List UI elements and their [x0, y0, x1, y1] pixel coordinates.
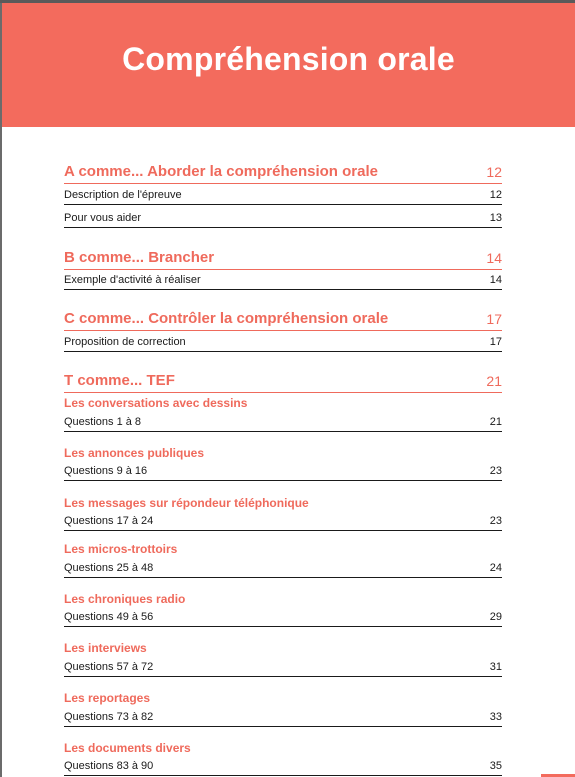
- toc-entry[interactable]: [64, 705, 502, 727]
- toc-subsection-heading[interactable]: Les documents divers: [64, 741, 191, 755]
- toc-entry-page: 21: [489, 416, 502, 428]
- toc-section-a[interactable]: [64, 158, 502, 184]
- toc-entry-page: 14: [489, 274, 502, 286]
- toc-entry-label: Questions 9 à 16: [64, 465, 148, 477]
- toc-subsection-heading[interactable]: Les micros-trottoirs: [64, 542, 178, 556]
- toc-section-page: 17: [486, 311, 502, 327]
- toc-section-t[interactable]: [64, 367, 502, 393]
- toc-entry-page: 23: [489, 465, 502, 477]
- toc-subsection-heading[interactable]: Les chroniques radio: [64, 592, 186, 606]
- toc-entry[interactable]: [64, 509, 502, 531]
- toc-entry-label: Questions 49 à 56: [64, 611, 154, 623]
- toc-section-label: A comme... Aborder la compréhension orale: [64, 163, 378, 180]
- toc-section-c[interactable]: [64, 305, 502, 331]
- toc-entry[interactable]: [64, 556, 502, 578]
- toc-entry[interactable]: [64, 206, 502, 228]
- toc-entry-page: 29: [489, 611, 502, 623]
- toc-entry-label: Questions 57 à 72: [64, 661, 154, 673]
- toc-entry-label: Questions 73 à 82: [64, 711, 154, 723]
- toc-entry[interactable]: [64, 754, 502, 776]
- toc-entry[interactable]: [64, 655, 502, 677]
- page-title: Compréhension orale: [122, 40, 455, 77]
- toc-subsection-heading[interactable]: Les annonces publiques: [64, 446, 205, 460]
- toc-section-page: 12: [486, 164, 502, 180]
- toc-entry-page: 17: [489, 336, 502, 348]
- toc-entry[interactable]: [64, 268, 502, 290]
- toc-entry-label: Questions 17 à 24: [64, 515, 154, 527]
- toc-entry-label: Description de l'épreuve: [64, 189, 182, 201]
- toc-entry[interactable]: [64, 183, 502, 205]
- toc-entry-label: Proposition de correction: [64, 336, 186, 348]
- toc-entry[interactable]: [64, 410, 502, 432]
- toc-entry-label: Pour vous aider: [64, 212, 142, 224]
- toc-entry-page: 31: [489, 661, 502, 673]
- toc-subsection-heading[interactable]: Les messages sur répondeur téléphonique: [64, 496, 309, 510]
- toc-entry-label: Questions 25 à 48: [64, 562, 154, 574]
- toc-subsection-heading[interactable]: Les interviews: [64, 641, 147, 655]
- toc-entry[interactable]: [64, 459, 502, 481]
- toc-section-page: 21: [486, 373, 502, 389]
- toc-entry-label: Exemple d'activité à réaliser: [64, 274, 201, 286]
- toc-entry-page: 35: [489, 760, 502, 772]
- toc-entry-page: 33: [489, 711, 502, 723]
- toc-entry-page: 23: [489, 515, 502, 527]
- toc-section-label: C comme... Contrôler la compréhension orale: [64, 310, 389, 327]
- toc-subsection-heading[interactable]: Les reportages: [64, 691, 151, 705]
- toc-entry-page: 24: [489, 562, 502, 574]
- toc-entry-label: Questions 1 à 8: [64, 416, 142, 428]
- toc-entry-page: 13: [489, 212, 502, 224]
- toc-entry-page: 12: [489, 189, 502, 201]
- toc-section-page: 14: [486, 250, 502, 266]
- toc-subsection-heading[interactable]: Les conversations avec dessins: [64, 396, 248, 410]
- toc-entry-label: Questions 83 à 90: [64, 760, 154, 772]
- toc-entry[interactable]: [64, 605, 502, 627]
- toc-entry[interactable]: [64, 330, 502, 352]
- toc-section-label: B comme... Brancher: [64, 249, 215, 266]
- toc-section-b[interactable]: [64, 244, 502, 270]
- toc-section-label: T comme... TEF: [64, 372, 175, 389]
- page-header-banner: [2, 3, 575, 127]
